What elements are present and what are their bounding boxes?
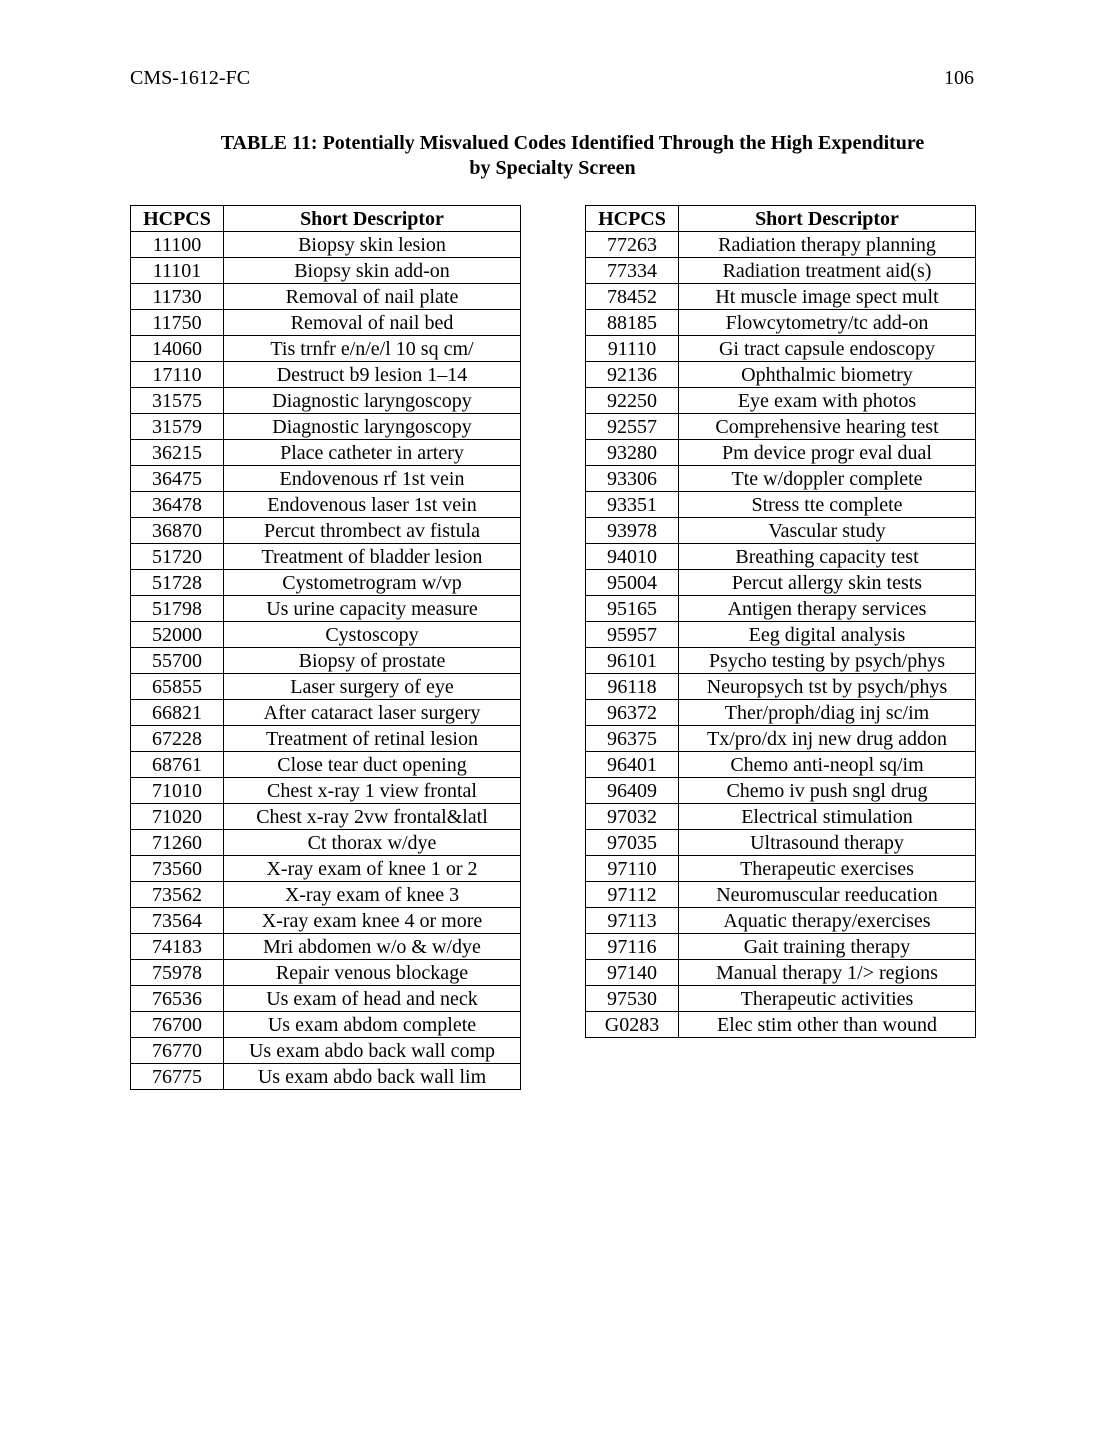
- table-row: [586, 960, 976, 986]
- table-row: [586, 934, 976, 960]
- short-descriptor-cell: Stress tte complete: [679, 492, 976, 518]
- table-row: [131, 856, 521, 882]
- short-descriptor-cell: Us exam of head and neck: [224, 986, 521, 1012]
- short-descriptor-cell: Biopsy skin lesion: [224, 232, 521, 258]
- short-descriptor-cell: Vascular study: [679, 518, 976, 544]
- hcpcs-code-cell: 94010: [586, 544, 679, 570]
- table-row: [586, 570, 976, 596]
- hcpcs-code-cell: 93280: [586, 440, 679, 466]
- short-descriptor-cell: Us exam abdom complete: [224, 1012, 521, 1038]
- short-descriptor-cell: Therapeutic activities: [679, 986, 976, 1012]
- column-header-hcpcs: HCPCS: [131, 206, 224, 232]
- short-descriptor-cell: Removal of nail plate: [224, 284, 521, 310]
- hcpcs-code-cell: 88185: [586, 310, 679, 336]
- table-row: [131, 440, 521, 466]
- short-descriptor-cell: Biopsy skin add-on: [224, 258, 521, 284]
- table-row: [131, 570, 521, 596]
- column-header-short-descriptor: Short Descriptor: [224, 206, 521, 232]
- hcpcs-code-cell: 97140: [586, 960, 679, 986]
- table-row: [586, 388, 976, 414]
- table-row: [131, 700, 521, 726]
- table-row: [586, 258, 976, 284]
- hcpcs-code-cell: 75978: [131, 960, 224, 986]
- short-descriptor-cell: Close tear duct opening: [224, 752, 521, 778]
- hcpcs-code-cell: 17110: [131, 362, 224, 388]
- hcpcs-code-cell: 77263: [586, 232, 679, 258]
- hcpcs-code-cell: 91110: [586, 336, 679, 362]
- hcpcs-code-cell: 93351: [586, 492, 679, 518]
- table-row: [131, 882, 521, 908]
- short-descriptor-cell: Ct thorax w/dye: [224, 830, 521, 856]
- table-row: [586, 648, 976, 674]
- hcpcs-code-cell: 11730: [131, 284, 224, 310]
- short-descriptor-cell: Comprehensive hearing test: [679, 414, 976, 440]
- hcpcs-code-cell: 65855: [131, 674, 224, 700]
- hcpcs-code-cell: 11101: [131, 258, 224, 284]
- hcpcs-code-cell: 96401: [586, 752, 679, 778]
- short-descriptor-cell: Biopsy of prostate: [224, 648, 521, 674]
- short-descriptor-cell: Gi tract capsule endoscopy: [679, 336, 976, 362]
- short-descriptor-cell: X-ray exam knee 4 or more: [224, 908, 521, 934]
- table-row: [586, 362, 976, 388]
- table-row: [586, 986, 976, 1012]
- table-header-row: [131, 206, 521, 232]
- hcpcs-code-cell: 52000: [131, 622, 224, 648]
- table-row: [131, 388, 521, 414]
- hcpcs-code-cell: 11100: [131, 232, 224, 258]
- table-row: [131, 778, 521, 804]
- hcpcs-code-cell: 67228: [131, 726, 224, 752]
- hcpcs-code-cell: 78452: [586, 284, 679, 310]
- table-row: [586, 908, 976, 934]
- hcpcs-code-cell: 66821: [131, 700, 224, 726]
- table-row: [586, 544, 976, 570]
- hcpcs-code-cell: 14060: [131, 336, 224, 362]
- short-descriptor-cell: Aquatic therapy/exercises: [679, 908, 976, 934]
- hcpcs-code-cell: 71260: [131, 830, 224, 856]
- hcpcs-code-cell: 51728: [131, 570, 224, 596]
- short-descriptor-cell: Electrical stimulation: [679, 804, 976, 830]
- short-descriptor-cell: Neuromuscular reeducation: [679, 882, 976, 908]
- table-row: [131, 466, 521, 492]
- short-descriptor-cell: Psycho testing by psych/phys: [679, 648, 976, 674]
- short-descriptor-cell: Us exam abdo back wall comp: [224, 1038, 521, 1064]
- table-row: [586, 674, 976, 700]
- table-row: [131, 908, 521, 934]
- column-header-hcpcs: HCPCS: [586, 206, 679, 232]
- table-row: [131, 492, 521, 518]
- short-descriptor-cell: Endovenous laser 1st vein: [224, 492, 521, 518]
- codes-table-left: [130, 205, 521, 1090]
- table-title-line-1: TABLE 11: Potentially Misvalued Codes Identified Through the High Expenditure: [220, 132, 925, 154]
- short-descriptor-cell: Ht muscle image spect mult: [679, 284, 976, 310]
- table-row: [131, 544, 521, 570]
- hcpcs-code-cell: 95957: [586, 622, 679, 648]
- table-row: [586, 622, 976, 648]
- hcpcs-code-cell: 51798: [131, 596, 224, 622]
- table-row: [131, 1012, 521, 1038]
- table-row: [586, 336, 976, 362]
- table-row: [131, 752, 521, 778]
- short-descriptor-cell: Chemo iv push sngl drug: [679, 778, 976, 804]
- hcpcs-code-cell: 97035: [586, 830, 679, 856]
- short-descriptor-cell: Place catheter in artery: [224, 440, 521, 466]
- codes-table-right: [585, 205, 976, 1038]
- short-descriptor-cell: Repair venous blockage: [224, 960, 521, 986]
- hcpcs-code-cell: 97113: [586, 908, 679, 934]
- table-row: [131, 1064, 521, 1090]
- hcpcs-code-cell: 31579: [131, 414, 224, 440]
- hcpcs-code-cell: 77334: [586, 258, 679, 284]
- short-descriptor-cell: Ultrasound therapy: [679, 830, 976, 856]
- hcpcs-code-cell: 36215: [131, 440, 224, 466]
- short-descriptor-cell: Percut allergy skin tests: [679, 570, 976, 596]
- short-descriptor-cell: Tis trnfr e/n/e/l 10 sq cm/: [224, 336, 521, 362]
- hcpcs-code-cell: 96118: [586, 674, 679, 700]
- short-descriptor-cell: Neuropsych tst by psych/phys: [679, 674, 976, 700]
- hcpcs-code-cell: 93978: [586, 518, 679, 544]
- short-descriptor-cell: Radiation therapy planning: [679, 232, 976, 258]
- hcpcs-code-cell: 95165: [586, 596, 679, 622]
- table-row: [131, 310, 521, 336]
- hcpcs-code-cell: 76700: [131, 1012, 224, 1038]
- short-descriptor-cell: Antigen therapy services: [679, 596, 976, 622]
- table-row: [131, 414, 521, 440]
- short-descriptor-cell: Us urine capacity measure: [224, 596, 521, 622]
- short-descriptor-cell: Radiation treatment aid(s): [679, 258, 976, 284]
- short-descriptor-cell: Diagnostic laryngoscopy: [224, 388, 521, 414]
- table-row: [131, 960, 521, 986]
- hcpcs-code-cell: 76536: [131, 986, 224, 1012]
- hcpcs-code-cell: 76775: [131, 1064, 224, 1090]
- hcpcs-code-cell: 93306: [586, 466, 679, 492]
- table-row: [131, 518, 521, 544]
- short-descriptor-cell: Manual therapy 1/> regions: [679, 960, 976, 986]
- hcpcs-code-cell: 96409: [586, 778, 679, 804]
- short-descriptor-cell: Laser surgery of eye: [224, 674, 521, 700]
- short-descriptor-cell: Mri abdomen w/o & w/dye: [224, 934, 521, 960]
- table-row: [586, 284, 976, 310]
- hcpcs-code-cell: 36475: [131, 466, 224, 492]
- table-row: [586, 830, 976, 856]
- short-descriptor-cell: X-ray exam of knee 1 or 2: [224, 856, 521, 882]
- hcpcs-code-cell: 51720: [131, 544, 224, 570]
- table-row: [131, 726, 521, 752]
- hcpcs-code-cell: 92557: [586, 414, 679, 440]
- table-row: [131, 830, 521, 856]
- table-row: [131, 258, 521, 284]
- table-row: [131, 674, 521, 700]
- short-descriptor-cell: Chemo anti-neopl sq/im: [679, 752, 976, 778]
- hcpcs-code-cell: 97032: [586, 804, 679, 830]
- hcpcs-code-cell: 36870: [131, 518, 224, 544]
- hcpcs-code-cell: 96372: [586, 700, 679, 726]
- table-row: [586, 414, 976, 440]
- short-descriptor-cell: Ophthalmic biometry: [679, 362, 976, 388]
- table-row: [586, 596, 976, 622]
- table-row: [586, 778, 976, 804]
- hcpcs-code-cell: 97110: [586, 856, 679, 882]
- hcpcs-code-cell: 73562: [131, 882, 224, 908]
- short-descriptor-cell: Flowcytometry/tc add-on: [679, 310, 976, 336]
- short-descriptor-cell: Cystoscopy: [224, 622, 521, 648]
- table-row: [586, 440, 976, 466]
- hcpcs-code-cell: 73560: [131, 856, 224, 882]
- short-descriptor-cell: X-ray exam of knee 3: [224, 882, 521, 908]
- hcpcs-code-cell: 71020: [131, 804, 224, 830]
- table-row: [131, 232, 521, 258]
- hcpcs-code-cell: 31575: [131, 388, 224, 414]
- table-row: [586, 882, 976, 908]
- short-descriptor-cell: Pm device progr eval dual: [679, 440, 976, 466]
- short-descriptor-cell: Tte w/doppler complete: [679, 466, 976, 492]
- table-row: [131, 362, 521, 388]
- page-number: 106: [944, 67, 974, 89]
- short-descriptor-cell: Us exam abdo back wall lim: [224, 1064, 521, 1090]
- short-descriptor-cell: Diagnostic laryngoscopy: [224, 414, 521, 440]
- table-row: [586, 466, 976, 492]
- table-row: [131, 596, 521, 622]
- hcpcs-code-cell: 73564: [131, 908, 224, 934]
- hcpcs-code-cell: 11750: [131, 310, 224, 336]
- short-descriptor-cell: Treatment of retinal lesion: [224, 726, 521, 752]
- hcpcs-code-cell: 55700: [131, 648, 224, 674]
- hcpcs-code-cell: 71010: [131, 778, 224, 804]
- short-descriptor-cell: Ther/proph/diag inj sc/im: [679, 700, 976, 726]
- hcpcs-code-cell: 76770: [131, 1038, 224, 1064]
- document-id: CMS-1612-FC: [130, 67, 251, 89]
- hcpcs-code-cell: 74183: [131, 934, 224, 960]
- table-row: [131, 986, 521, 1012]
- short-descriptor-cell: Cystometrogram w/vp: [224, 570, 521, 596]
- hcpcs-code-cell: 92250: [586, 388, 679, 414]
- short-descriptor-cell: Removal of nail bed: [224, 310, 521, 336]
- short-descriptor-cell: Chest x-ray 2vw frontal&latl: [224, 804, 521, 830]
- short-descriptor-cell: Destruct b9 lesion 1–14: [224, 362, 521, 388]
- column-header-short-descriptor: Short Descriptor: [679, 206, 976, 232]
- hcpcs-code-cell: 97530: [586, 986, 679, 1012]
- table-row: [131, 336, 521, 362]
- short-descriptor-cell: Elec stim other than wound: [679, 1012, 976, 1038]
- table-row: [586, 1012, 976, 1038]
- short-descriptor-cell: Chest x-ray 1 view frontal: [224, 778, 521, 804]
- table-row: [586, 700, 976, 726]
- table-row: [586, 726, 976, 752]
- hcpcs-code-cell: 68761: [131, 752, 224, 778]
- table-title-line-2: by Specialty Screen: [469, 157, 636, 179]
- short-descriptor-cell: Treatment of bladder lesion: [224, 544, 521, 570]
- table-title: [130, 131, 975, 181]
- short-descriptor-cell: Eye exam with photos: [679, 388, 976, 414]
- hcpcs-code-cell: 96101: [586, 648, 679, 674]
- short-descriptor-cell: Gait training therapy: [679, 934, 976, 960]
- table-row: [586, 752, 976, 778]
- table-row: [131, 934, 521, 960]
- table-row: [586, 804, 976, 830]
- hcpcs-code-cell: 95004: [586, 570, 679, 596]
- hcpcs-code-cell: 97116: [586, 934, 679, 960]
- table-row: [586, 232, 976, 258]
- hcpcs-code-cell: 96375: [586, 726, 679, 752]
- table-row: [586, 518, 976, 544]
- short-descriptor-cell: Eeg digital analysis: [679, 622, 976, 648]
- short-descriptor-cell: Percut thrombect av fistula: [224, 518, 521, 544]
- table-row: [586, 856, 976, 882]
- table-row: [131, 648, 521, 674]
- table-header-row: [586, 206, 976, 232]
- table-row: [586, 492, 976, 518]
- hcpcs-code-cell: 97112: [586, 882, 679, 908]
- table-row: [586, 310, 976, 336]
- short-descriptor-cell: Endovenous rf 1st vein: [224, 466, 521, 492]
- table-row: [131, 622, 521, 648]
- hcpcs-code-cell: 36478: [131, 492, 224, 518]
- table-row: [131, 284, 521, 310]
- short-descriptor-cell: After cataract laser surgery: [224, 700, 521, 726]
- short-descriptor-cell: Tx/pro/dx inj new drug addon: [679, 726, 976, 752]
- hcpcs-code-cell: 92136: [586, 362, 679, 388]
- hcpcs-code-cell: G0283: [586, 1012, 679, 1038]
- short-descriptor-cell: Therapeutic exercises: [679, 856, 976, 882]
- table-row: [131, 804, 521, 830]
- table-row: [131, 1038, 521, 1064]
- short-descriptor-cell: Breathing capacity test: [679, 544, 976, 570]
